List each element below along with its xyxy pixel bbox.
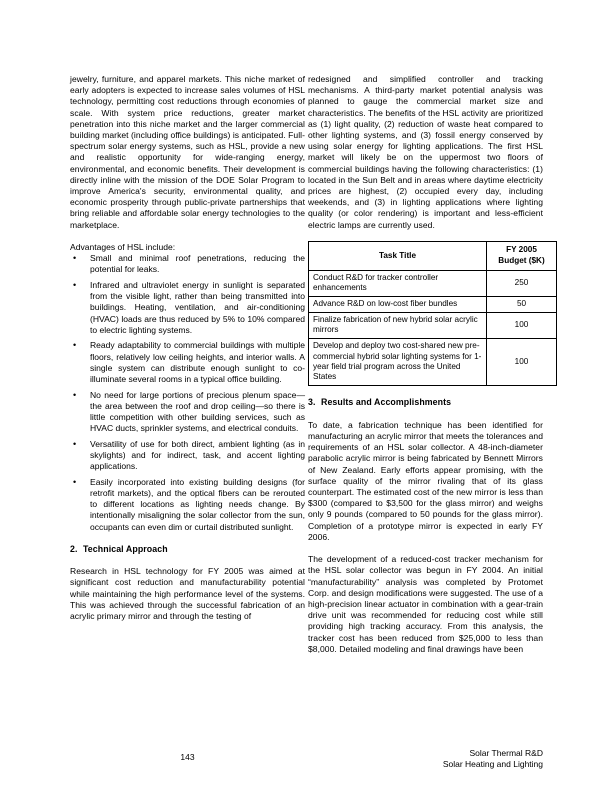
page-number: 143 (180, 752, 195, 762)
column-header-budget (487, 241, 557, 270)
table-row (309, 339, 557, 386)
cell-budget: 250 (487, 270, 557, 296)
two-column-body (70, 74, 543, 655)
footer-line-2: Solar Heating and Lighting (442, 759, 543, 769)
section-number: 3. (308, 397, 316, 408)
list-item-label: No need for large portions of precious plenum space—the area between the roof and drop ceiling—so there is little competition with other building services, such as HVAC ducts, sprinkler systems, and electrical conduits. (90, 389, 305, 434)
cell-task-title: Develop and deploy two cost-shared new pre-commercial hybrid solar lighting systems for 1-year field trial program across the United States (309, 339, 487, 386)
column-header-task-title: Task Title (309, 241, 487, 270)
bullet-icon: • (73, 438, 77, 449)
table-row (309, 270, 557, 296)
list-item-label: Versatility of use for both direct, ambient lighting (as in skylights) and for indirect, task, and accent lighting applications. (90, 438, 305, 472)
right-paragraph-3: The development of a reduced-cost tracker mechanism for the HSL solar collector was begun in FY 2004. An initial “manufacturability” analysis was completed by Protomet Corp. and design modifications were suggested. The use of a high-precision linear actuator in combination with a gear-train drive unit was recommended for reducing cost while still providing high tracking accuracy. From this analysis, the tracker cost has been reduced from $25,000 to less than $8,000. Detailed modeling and final drawings have been (308, 554, 543, 654)
advantages-list (70, 253, 305, 533)
budget-header-line-2: Budget ($K) (498, 255, 545, 265)
bullet-icon: • (73, 253, 77, 264)
list-item (70, 280, 305, 336)
section-number: 2. (70, 543, 78, 554)
left-column (70, 74, 305, 655)
cell-task-title: Conduct R&D for tracker controller enhancements (309, 270, 487, 296)
list-item (70, 477, 305, 533)
list-item (70, 439, 305, 473)
cell-budget: 50 (487, 296, 557, 312)
cell-budget: 100 (487, 312, 557, 338)
footer-line-1: Solar Thermal R&D (469, 748, 543, 758)
list-item-label: Infrared and ultraviolet energy in sunlight is separated from the visible light, rather than being transmitted into buildings. Heating, ventilation, and air-conditioning (HVAC) loads are thus reduced by 5% to 10% compared to electric lighting systems. (90, 280, 305, 335)
section-heading-technical-approach (70, 544, 305, 555)
bullet-icon: • (73, 476, 77, 487)
right-paragraph-1: redesigned and simplified controller and tracking mechanisms. A third-party market potential analysis was planned to gauge the commercial market size and characteristics. The benefits of the HSL activity are prioritized as (1) light quality, (2) reduction of waste heat compared to other lighting systems, and (3) fossil energy conserved by using solar energy for lighting applications. The first HSL market will likely be on the uppermost two floors of commercial buildings having the following characteristics: (1) located in the Sun Belt and in areas where daytime electricity prices are highest, (2) occupied every day, including weekends, and (3) in lighting applications where lighting quality (or color rendering) is important and less-efficient electric lamps are currently used. (308, 74, 543, 230)
left-paragraph-1: jewelry, furniture, and apparel markets. This niche market of early adopters is expected to increase sales volumes of HSL technology, permitting cost reductions through economies of scale. With system price reductions, greater market penetration into this niche market and the larger commercial building market (including office buildings) is anticipated. Full-spectrum solar energy systems, such as HSL, provide a new and realistic opportunity for wide-ranging energy, environmental, and economic benefits. Their development is directly inline with the mission of the DOE Solar Program to improve America's security, environmental quality, and economic prosperity through public-private partnerships that bring reliable and affordable solar energy technologies to the marketplace. (70, 74, 305, 230)
table-row (309, 312, 557, 338)
advantages-lead-in: Advantages of HSL include: (70, 242, 176, 253)
bullet-icon: • (73, 280, 77, 291)
right-column (308, 74, 543, 655)
table-header (309, 241, 557, 270)
cell-task-title: Advance R&D on low-cost fiber bundles (309, 296, 487, 312)
table-row (309, 296, 557, 312)
budget-header-line-1: FY 2005 (506, 245, 537, 255)
list-item (70, 253, 305, 275)
page-footer (70, 748, 543, 774)
section-title: Results and Accomplishments (321, 397, 452, 408)
cell-task-title: Finalize fabrication of new hybrid solar acrylic mirrors (309, 312, 487, 338)
table-header-row (309, 241, 557, 270)
cell-budget: 100 (487, 339, 557, 386)
list-item (70, 390, 305, 435)
list-item-label: Small and minimal roof penetrations, reducing the potential for leaks. (90, 253, 305, 275)
table-body (309, 270, 557, 386)
right-paragraph-2: To date, a fabrication technique has been identified for manufacturing an acrylic mirror that meets the tolerances and requirements of an HSL solar collector. A 48-inch-diameter parabolic acrylic mirror is being fabricated by Bennett Mirrors of New Zealand. Early efforts appear promising, with the surface quality of the mirror rivaling that of its glass counterpart. The estimated cost of the new mirror is less than $300 (compared to $3,500 for the glass mirror) and weighs only 9 pounds (compared to 50 pounds for the glass mirror). Completion of a prototype mirror is expected in early FY 2006. (308, 419, 543, 542)
bullet-icon: • (73, 340, 77, 351)
footer-running-head (308, 748, 543, 770)
list-item-label: Ready adaptability to commercial buildings with multiple floors, relatively low ceiling heights, and interior walls. A single system can distribute enough sunlight to co-illuminate several rooms in a typical office building. (90, 340, 305, 385)
list-item (70, 340, 305, 385)
list-item-label: Easily incorporated into existing building designs (for retrofit markets), and the optical fibers can be rerouted to different locations as lighting needs change. By intentionally misaligning the solar collector from the sun, occupants can even dim or curtail distributed sunlight. (90, 476, 305, 532)
section-heading-results-accomplishments (308, 397, 543, 408)
bullet-icon: • (73, 389, 77, 400)
section-title: Technical Approach (83, 543, 168, 554)
left-paragraph-2: Research in HSL technology for FY 2005 was aimed at significant cost reduction and manufacturability potential while maintaining the high performance level of the systems. This was achieved through the successful fabrication of an acrylic primary mirror and through the testing of (70, 566, 305, 622)
budget-table (308, 241, 557, 386)
